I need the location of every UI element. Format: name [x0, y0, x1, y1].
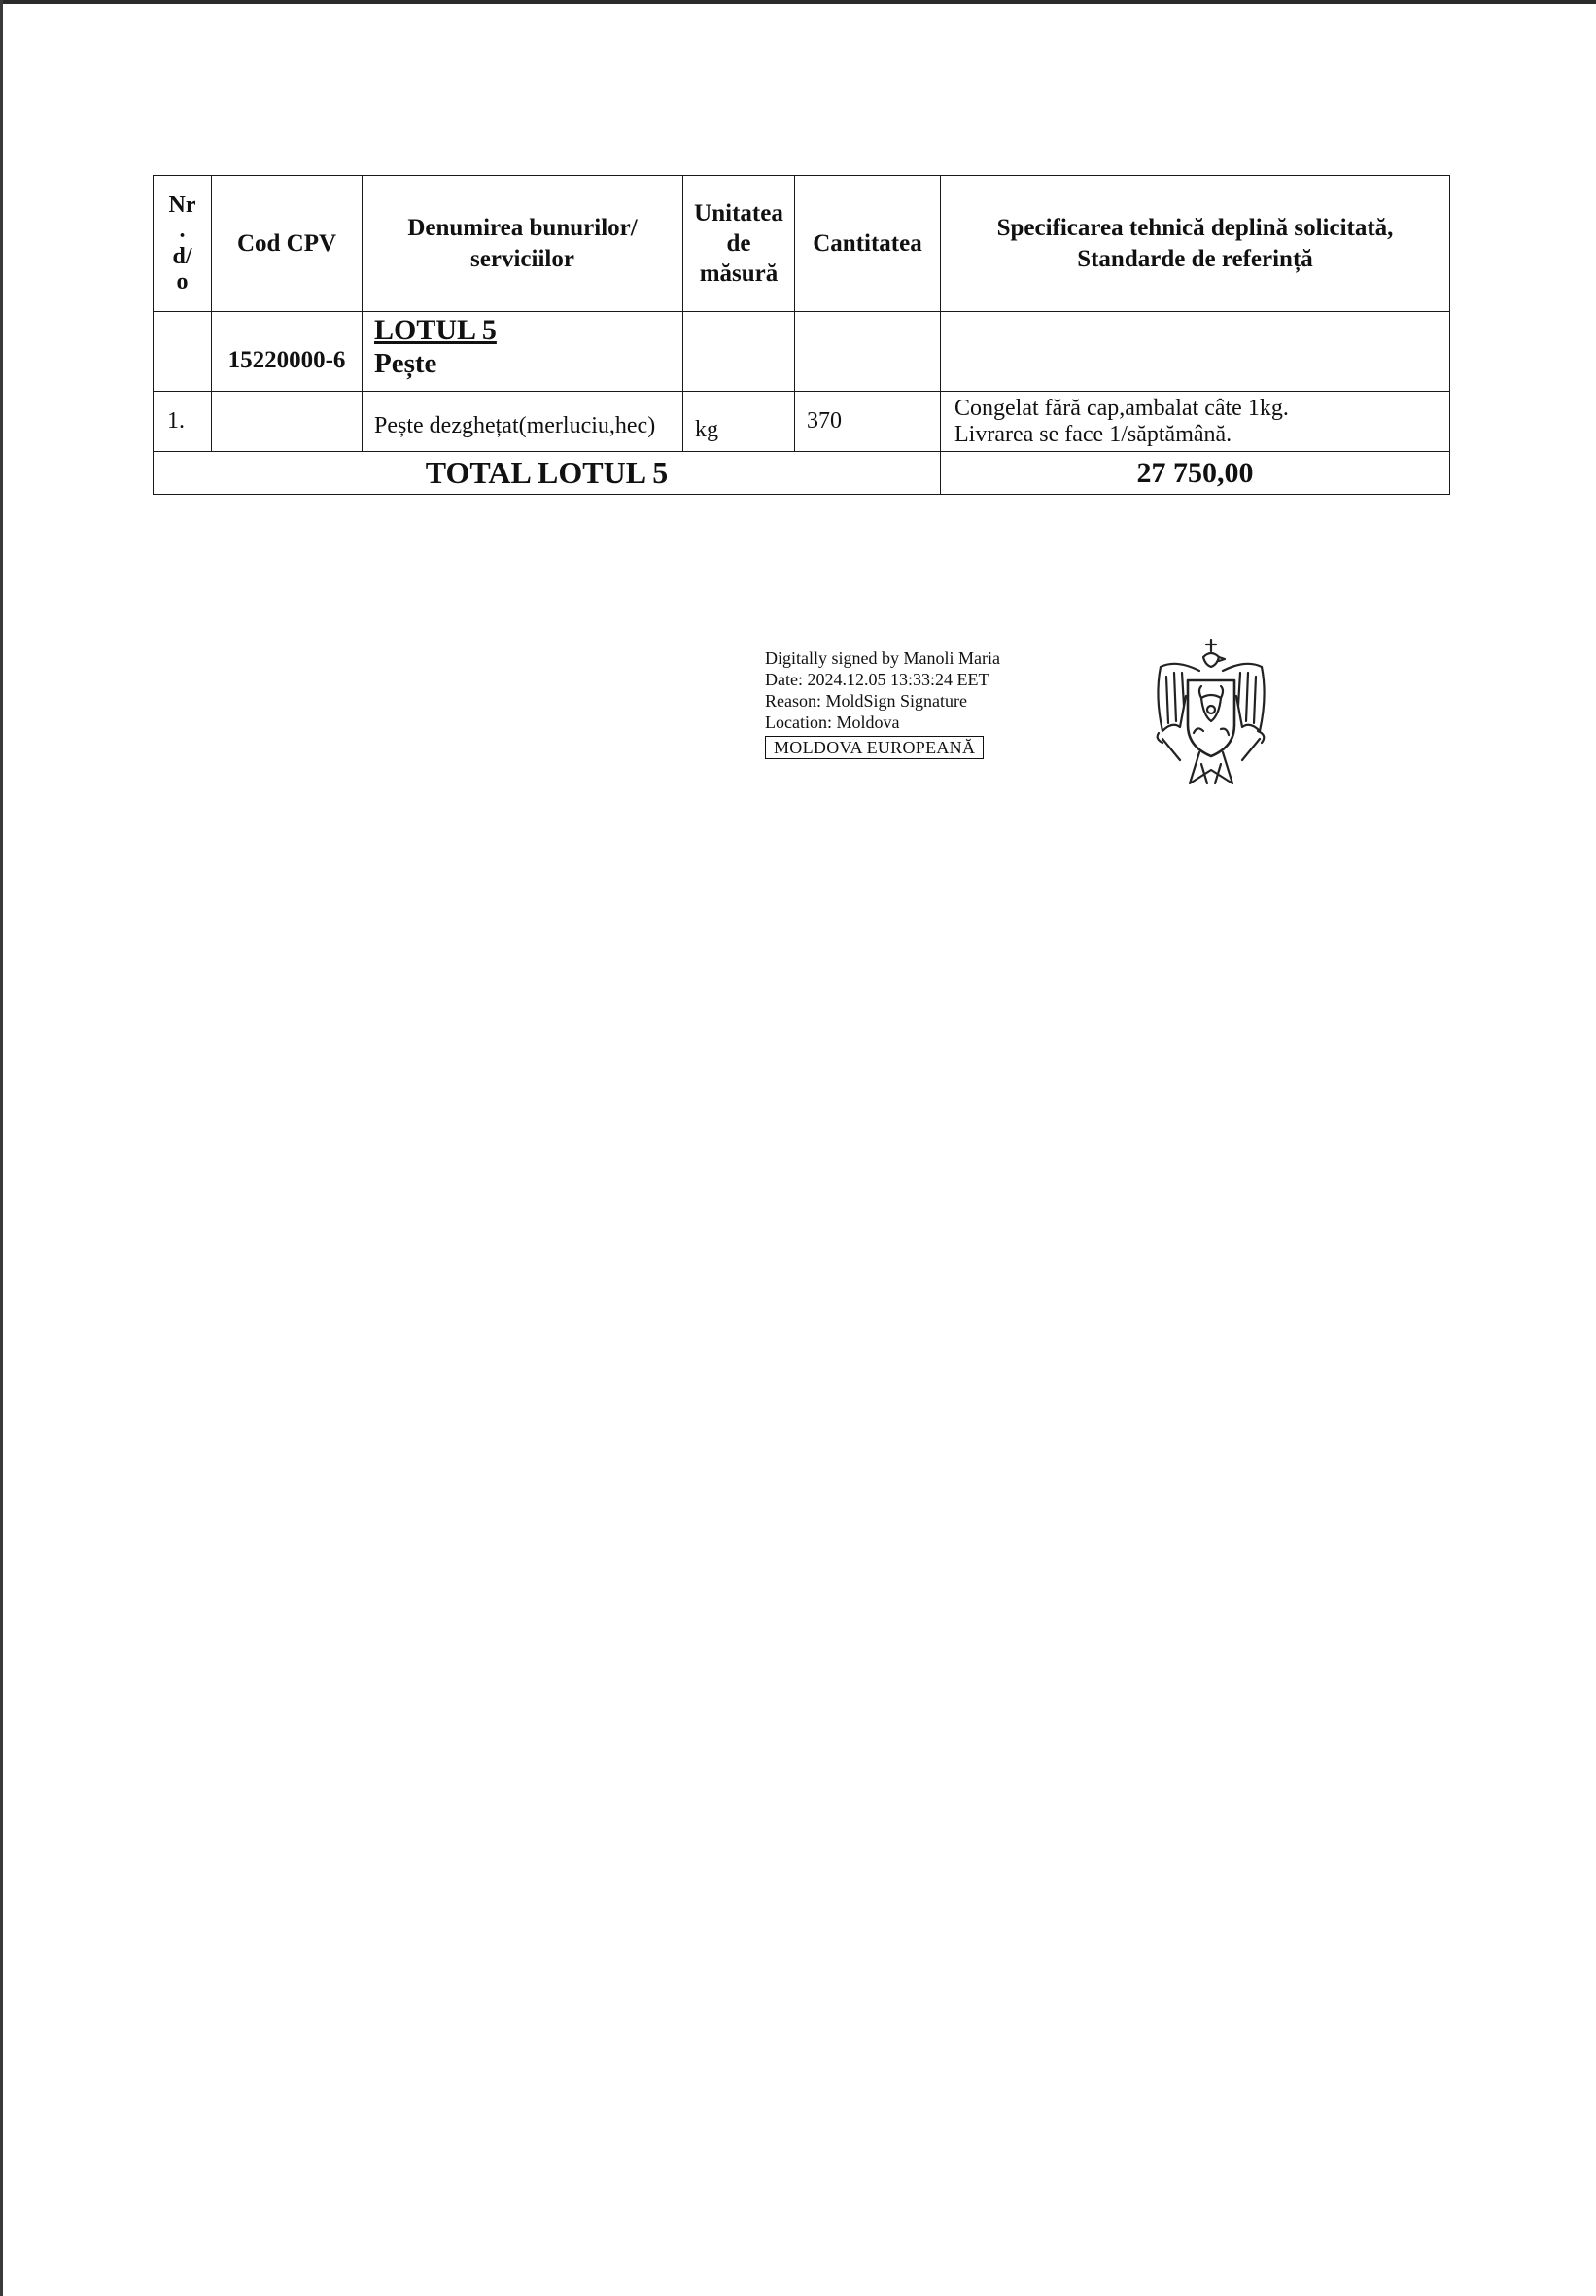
total-value: 27 750,00 — [941, 452, 1450, 495]
header-nr: Nr . d/ o — [154, 176, 212, 312]
signature-signed-by: Digitally signed by Manoli Maria — [765, 648, 1000, 668]
lot-nr-cell — [154, 312, 212, 392]
header-unitatea: Unitatea de măsură — [683, 176, 795, 312]
lot-unit-cell — [683, 312, 795, 392]
table-row — [154, 392, 1450, 452]
lot-qty-cell — [795, 312, 941, 392]
total-row — [154, 452, 1450, 495]
header-cod-cpv: Cod CPV — [212, 176, 363, 312]
signature-badge: MOLDOVA EUROPEANĂ — [765, 736, 984, 759]
total-label: TOTAL LOTUL 5 — [154, 452, 941, 495]
item-cpv — [212, 392, 363, 452]
signature-date: Date: 2024.12.05 13:33:24 EET — [765, 670, 989, 689]
technical-specification-table — [153, 175, 1450, 495]
lot-title-cell — [363, 312, 683, 392]
signature-location: Location: Moldova — [765, 713, 900, 732]
item-nr: 1. — [154, 392, 212, 452]
item-name: Pește dezghețat(merluciu,hec) — [363, 392, 683, 452]
table-header-row — [154, 176, 1450, 312]
lot-spec-cell — [941, 312, 1450, 392]
scan-edge-left — [0, 0, 3, 2296]
lot-subtitle: Pește — [374, 347, 437, 379]
moldova-coat-of-arms-icon — [1147, 638, 1275, 795]
header-specificarea: Specificarea tehnică deplină solicitată, Standarde de referință — [941, 176, 1450, 312]
header-denumirea: Denumirea bunurilor/ serviciilor — [363, 176, 683, 312]
lot-cpv-code: 15220000-6 — [212, 312, 363, 392]
header-cantitatea: Cantitatea — [795, 176, 941, 312]
item-specification: Congelat fără cap,ambalat câte 1kg. Livrarea se face 1/săptămână. — [941, 392, 1450, 452]
signature-reason: Reason: MoldSign Signature — [765, 691, 967, 711]
item-unit: kg — [683, 392, 795, 452]
lot-row — [154, 312, 1450, 392]
scan-edge-top — [0, 0, 1596, 4]
item-quantity: 370 — [795, 392, 941, 452]
lot-title: LOTUL 5 — [374, 314, 497, 346]
digital-signature-block — [765, 647, 1057, 759]
